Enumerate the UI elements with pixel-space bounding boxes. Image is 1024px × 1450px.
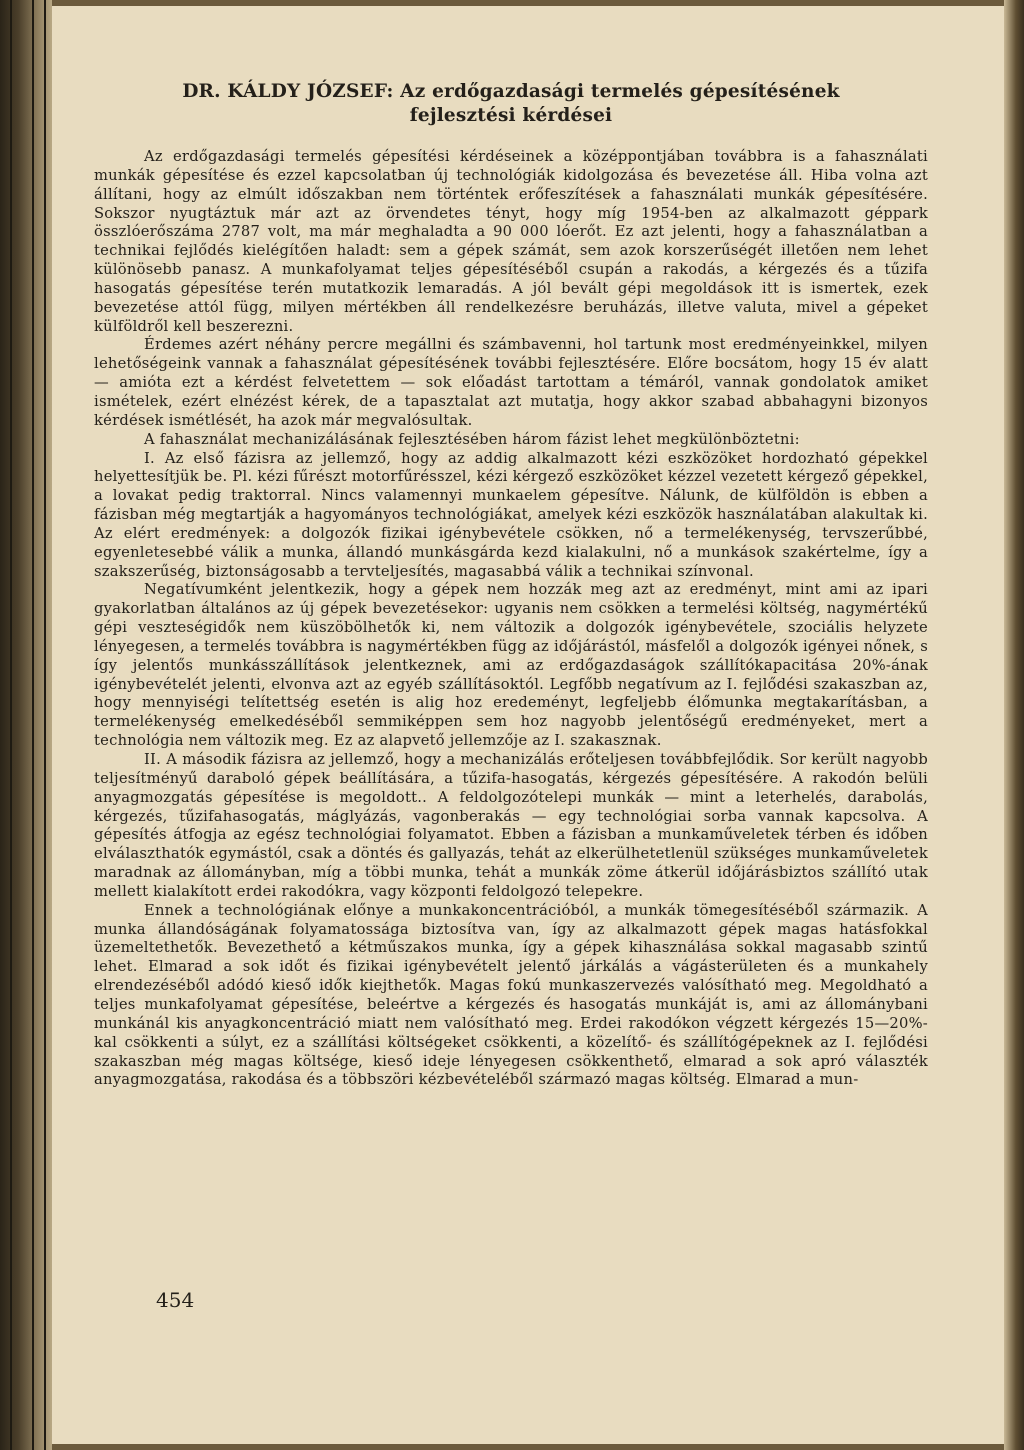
title-line-1: DR. KÁLDY JÓZSEF: Az erdőgazdasági termelés gépesítésének — [182, 81, 840, 102]
title-line-2: fejlesztési kérdései — [409, 105, 613, 126]
paragraph: Az erdőgazdasági termelés gépesítési kérdéseinek a középpontjában továbbra is a fahasználati munkák gépesítése és ezzel kapcsolatban új technológiák kidolgozása és bevezetése áll. Hiba volna azt állítani, hogy az elmúlt időszakban nem történtek erőfeszítések a fahasználati munkák gépesítésére. Sokszor nyugtáztuk már azt az örvendetes tényt, hogy míg 1954-ben az alkalmazott géppark összlóerőszáma 2787 volt, ma már meghaladta a 90 000 lóerőt. Ez azt jelenti, hogy a fahasználatban a technikai fejlődés kielégítően haladt: sem a gépek számát, sem azok korszerűségét illetően nem lehet különösebb panasz. A munkafolyamat teljes gépesítéséből csupán a rakodás, a kérgezés és a tűzifa hasogatás gépesítése terén mutatkozik lemaradás. A jól bevált gépi megoldások itt is ismertek, ezek bevezetése attól függ, milyen mértékben áll rendelkezésre beruházás, illetve valuta, mivel a gépeket külföldről kell beszerezni. — [94, 148, 928, 335]
paragraph: Negatívumként jelentkezik, hogy a gépek nem hozzák meg azt az eredményt, mint ami az ipari gyakorlatban általános az új gépek bevezetésekor: ugyanis nem csökken a termelési költség, nagymértékű gépi veszteségidők nem küszöbölhetők ki, nem változik a dolgozók igénybevétele, szociális helyzete lényegesen, a termelés továbbra is nagymértékben függ az időjárástól, másfelől a dolgozók igényei nőnek, s így jelentős munkásszállítások jelentkeznek, ami az erdőgazdaságok szállítókapacitása 20%-ának igénybevételét jelenti, elvonva azt az egyéb szállításoktól. Legfőbb negatívum az I. fejlődési szakaszban az, hogy mennyiségi telítettség esetén is alig hoz eredeményt, legfeljebb élőmunka megtakarításban, a termelékenység emelkedéséből semmiképpen sem hoz nagyobb jelentőségű eredményeket, mert a technológia nem változik meg. Ez az alapvető jellemzője az I. szakasznak. — [94, 581, 928, 750]
paragraph: Érdemes azért néhány percre megállni és számbavenni, hol tartunk most eredményeinkkel, milyen lehetőségeink vannak a fahasználat gépesítésének további fejlesztésére. Előre bocsátom, hogy 15 év alatt — amióta ezt a kérdést felvetettem — sok előadást tartottam a témáról, vannak gondolatok amiket ismételek, ezért elnézést kérek, de a tapasztalat azt mutatja, hogy akkor szabad abbahagyni bizonyos kérdések ismétlését, ha azok már megvalósultak. — [94, 336, 928, 429]
article-title — [94, 80, 928, 128]
page-edge — [1004, 0, 1024, 1450]
page-number: 454 — [156, 1288, 195, 1312]
article — [94, 80, 928, 1090]
article-body — [94, 148, 928, 1090]
paragraph: II. A második fázisra az jellemző, hogy a mechanizálás erőteljesen továbbfejlődik. Sor került nagyobb teljesítményű daraboló gépek beállítására, a tűzifa-hasogatás, kérgezés gépesítésére. A rakodón belüli anyagmozgatás gépesítése is megoldott.. A feldolgozótelepi munkák — mint a leterhelés, darabolás, kérgezés, tűzifahasogatás, máglyázás, vagonberakás — egy technológiai sorba vannak kapcsolva. A gépesítés átfogja az egész technológiai folyamatot. Ebben a fázisban a munkaműveletek térben és időben elválaszthatók egymástól, csak a döntés és gallyazás, tehát az elkerülhetetlenül szükséges munkaműveletek maradnak az állományban, míg a többi munka, tehát a munkák zöme átkerül időjárásbiztos szállító utak mellett kialakított erdei rakodókra, vagy központi feldolgozó telepekre. — [94, 751, 928, 900]
paragraph: A fahasználat mechanizálásának fejlesztésében három fázist lehet megkülönböztetni: — [144, 430, 800, 448]
spine-binding-line — [44, 0, 46, 1450]
spine-binding-line — [10, 0, 12, 1450]
spine-binding-line — [32, 0, 34, 1450]
paragraph: Ennek a technológiának előnye a munkakoncentrációból, a munkák tömegesítéséből származik. A munka állandóságának folyamatossága biztosítva van, így az alkalmazott gépek magas hatásfokkal üzemeltethetők. Bevezethető a kétműszakos munka, így a gépek kihasználása sokkal magasabb szintű lehet. Elmarad a sok időt és fizikai igénybevételt jelentő járkálás a vágásterületen és a munkahely elrendezéséből adódó kieső idők kiejthetők. Magas fokú munkaszervezés valósítható meg. Megoldható a teljes munkafolyamat gépesítése, beleértve a kérgezés és hasogatás munkáját is, ami az állománybani munkánál kis anyagkoncentráció miatt nem valósítható meg. Erdei rakodókon végzett kérgezés 15—20%-kal csökkenti a súlyt, ez a szállítási költségeket csökkenti, a közelítő- és szállítógépeknek az I. fejlődési szakaszban még magas költsége, kieső ideje lényegesen csökkenthető, elmarad a sok apró választék anyagmozgatása, rakodása és a többszöri kézbevételéből származó magas költség. Elmarad a mun- — [94, 901, 928, 1089]
paragraph: I. Az első fázisra az jellemző, hogy az addig alkalmazott kézi eszközöket hordozható gépekkel helyettesítjük be. Pl. kézi fűrészt motorfűrésszel, kézi kérgező eszközöket kézzel vezetett kérgező gépekkel, a lovakat pedig traktorral. Nincs valamennyi munkaelem gépesítve. Nálunk, de külföldön is ebben a fázisban még megtartják a hagyományos technológiákat, amelyek kézi eszközök használatában alakultak ki. Az elért eredmények: a dolgozók fizikai igénybevétele csökken, nő a termelékenység, tervszerűbbé, egyenletesebbé válik a munka, állandó munkásgárda kezd kialakulni, nő a munkások szakértelme, így a szakszerűség, biztonságosabb a tervteljesítés, magasabbá válik a technikai színvonal. — [94, 449, 928, 580]
